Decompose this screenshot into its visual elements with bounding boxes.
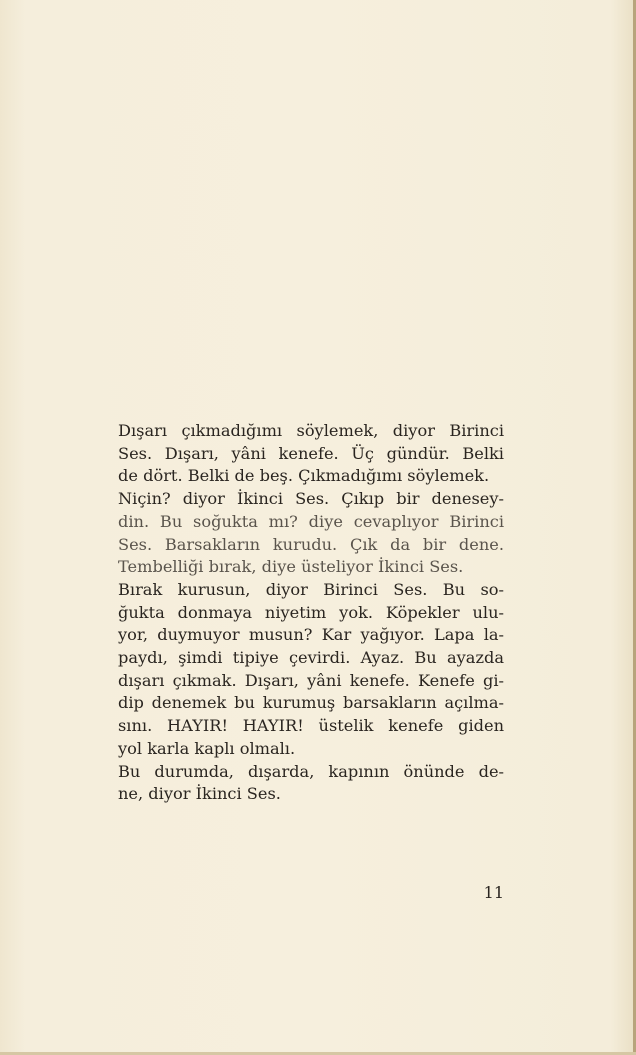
text-line: ğukta donmaya niyetim yok. Köpekler ulu-: [118, 602, 504, 622]
text-line: paydı, şimdi tipiye çevirdi. Ayaz. Bu ayazda: [118, 648, 504, 668]
text-line: de dört. Belki de beş. Çıkmadığımı söylemek.: [118, 466, 490, 486]
text-line: Niçin? diyor İkinci Ses. Çıkıp bir denesey-: [118, 489, 504, 509]
text-line: Ses. Dışarı, yâni kenefe. Üç gündür. Belki: [118, 443, 504, 463]
text-line: Ses. Barsakların kurudu. Çık da bir dene.: [118, 534, 504, 554]
text-line: Bu durumda, dışarda, kapının önünde de-: [118, 761, 504, 781]
text-line: Bırak kurusun, diyor Birinci Ses. Bu so-: [118, 579, 504, 599]
body-text: [118, 420, 504, 806]
text-line: dışarı çıkmak. Dışarı, yâni kenefe. Kenefe gi-: [118, 670, 504, 690]
text-line: yol karla kaplı olmalı.: [118, 738, 296, 758]
text-line: Dışarı çıkmadığımı söylemek, diyor Birinci: [118, 421, 504, 440]
text-line: dip denemek bu kurumuş barsakların açılma-: [118, 693, 504, 713]
text-line: din. Bu soğukta mı? diye cevaplıyor Birinci: [118, 511, 504, 531]
text-line: Tembelliği bırak, diye üsteliyor İkinci Ses.: [118, 557, 464, 577]
page-number: 11: [483, 883, 504, 902]
text-line: sını. HAYIR! HAYIR! üstelik kenefe giden: [118, 716, 504, 736]
text-line: yor, duymuyor musun? Kar yağıyor. Lapa la-: [118, 625, 504, 645]
text-line: ne, diyor İkinci Ses.: [118, 784, 281, 804]
